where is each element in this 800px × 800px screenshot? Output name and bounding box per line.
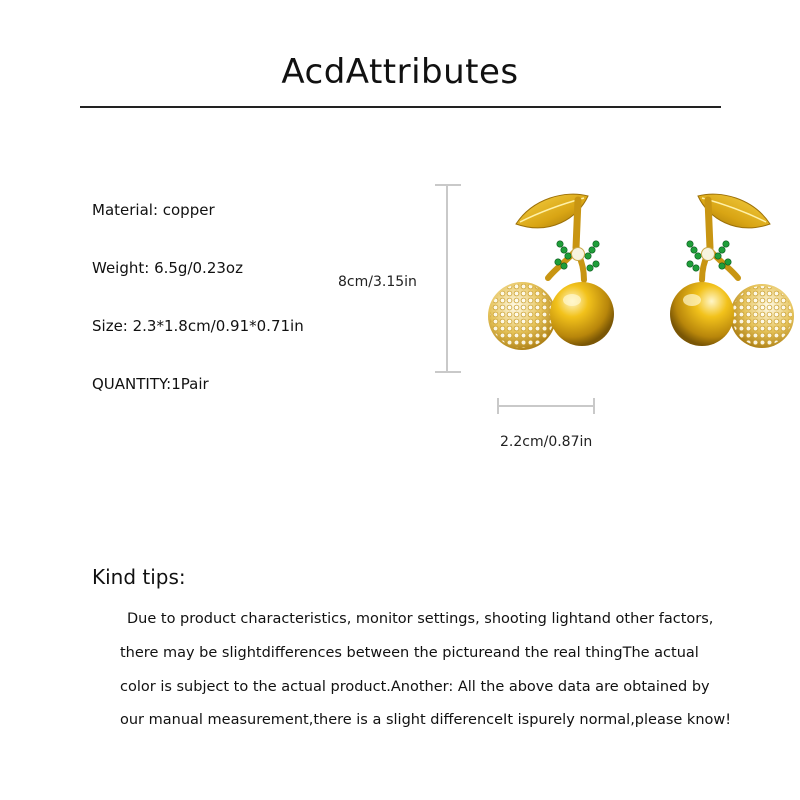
tips-line-1: Due to product characteristics, monitor settings, shooting lightand other factors, [127,611,714,627]
left-earring [488,194,614,350]
width-measure-line [498,405,594,407]
attribute-weight: Weight: 6.5g/0.23oz [92,259,243,277]
width-label: 2.2cm/0.87in [500,434,593,450]
tips-line-2: there may be slightdifferences between the pictureand the real thingThe actual [120,645,699,661]
width-measure-cap-right [593,398,595,414]
height-measure-cap-bottom [435,371,461,373]
attribute-size: Size: 2.3*1.8cm/0.91*0.71in [92,317,304,335]
attribute-quantity: QUANTITY:1Pair [92,375,209,393]
height-measure-cap-top [435,184,461,186]
tips-line-4: our manual measurement,there is a slight differenceIt ispurely normal,please know! [120,712,732,728]
height-label: 8cm/3.15in [338,274,417,290]
tips-line-3: color is subject to the actual product.Another: All the above data are obtained by [120,679,710,695]
right-earring [670,194,794,348]
page-title: AcdAttributes [281,52,519,92]
attribute-material: Material: copper [92,201,215,219]
product-image [478,178,794,374]
title-underline [80,106,721,108]
height-measure-line [446,185,448,372]
kind-tips-heading: Kind tips: [92,565,186,589]
